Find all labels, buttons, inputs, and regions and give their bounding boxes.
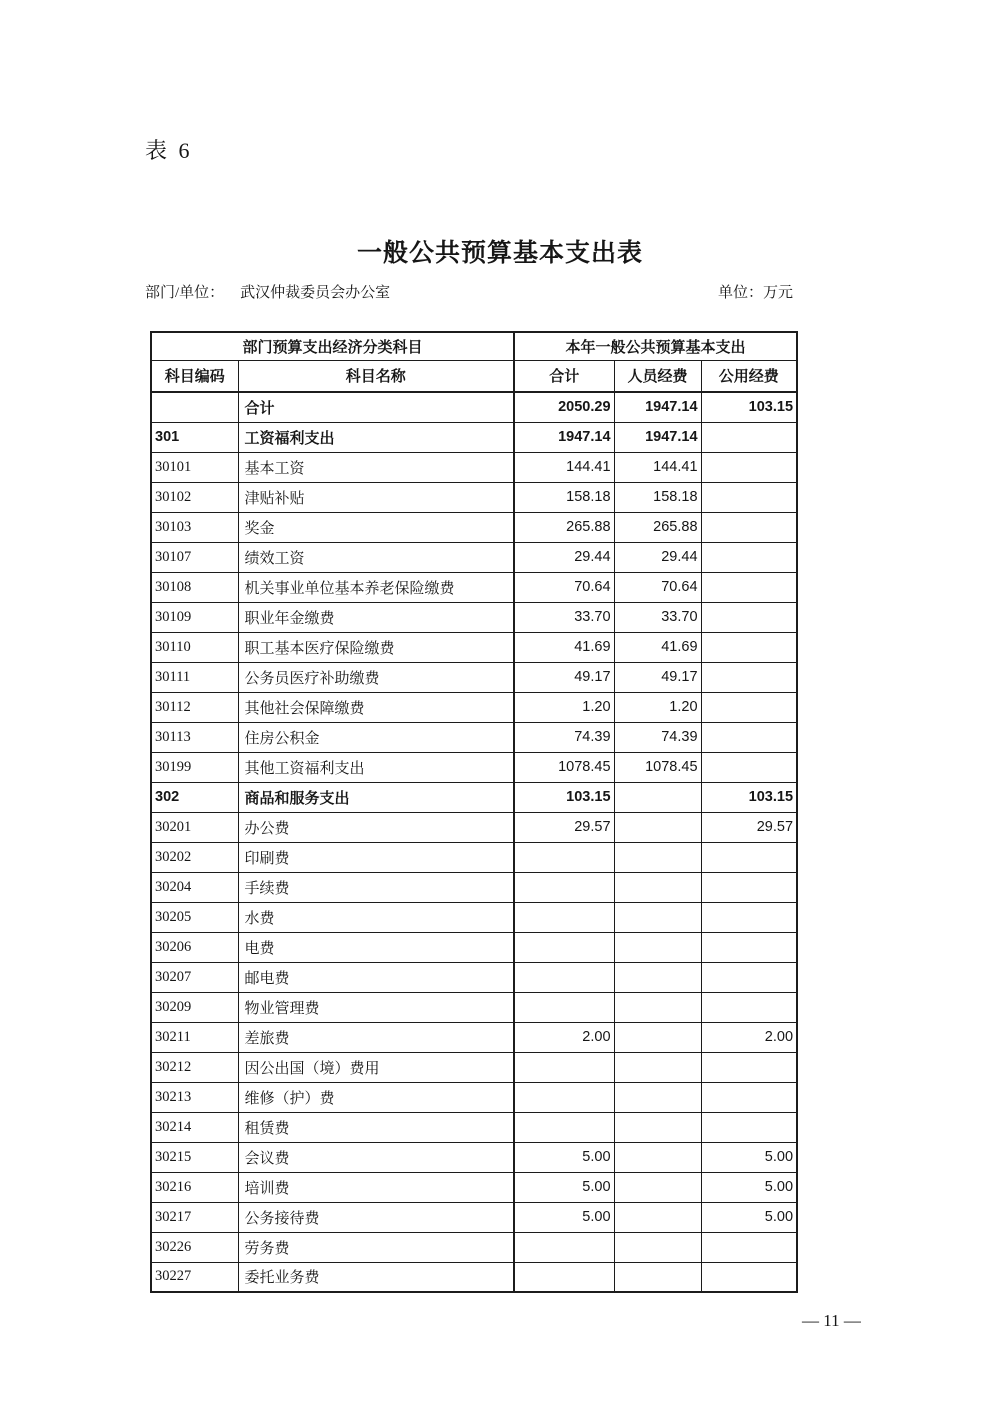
table-row — [151, 1232, 797, 1262]
header-group-subject: 部门预算支出经济分类科目 — [151, 332, 514, 360]
public-funds-value — [701, 842, 797, 872]
personnel-funds-value: 158.18 — [614, 482, 701, 512]
total-value — [514, 1082, 614, 1112]
department-value: 武汉仲裁委员会办公室 — [240, 285, 391, 301]
subject-code: 30204 — [151, 872, 238, 902]
subject-name: 商品和服务支出 — [238, 782, 514, 812]
personnel-funds-value — [614, 1022, 701, 1052]
personnel-funds-value: 265.88 — [614, 512, 701, 542]
subject-name: 办公费 — [238, 812, 514, 842]
table-row — [151, 842, 797, 872]
subject-name: 邮电费 — [238, 962, 514, 992]
personnel-funds-value — [614, 782, 701, 812]
table-row — [151, 1262, 797, 1292]
personnel-funds-value — [614, 1142, 701, 1172]
subject-code — [151, 392, 238, 422]
department-line — [145, 281, 390, 302]
personnel-funds-value: 1.20 — [614, 692, 701, 722]
personnel-funds-value: 41.69 — [614, 632, 701, 662]
subject-name: 职工基本医疗保险缴费 — [238, 632, 514, 662]
table-row — [151, 602, 797, 632]
public-funds-value — [701, 542, 797, 572]
subject-name: 公务员医疗补助缴费 — [238, 662, 514, 692]
personnel-funds-value: 33.70 — [614, 602, 701, 632]
subject-name: 基本工资 — [238, 452, 514, 482]
subject-code: 30227 — [151, 1262, 238, 1292]
personnel-funds-value: 1947.14 — [614, 422, 701, 452]
public-funds-value — [701, 962, 797, 992]
table-row — [151, 1082, 797, 1112]
total-value — [514, 1052, 614, 1082]
table-row — [151, 692, 797, 722]
total-value: 29.44 — [514, 542, 614, 572]
subject-code: 301 — [151, 422, 238, 452]
subject-code: 30212 — [151, 1052, 238, 1082]
subject-code: 30209 — [151, 992, 238, 1022]
subject-code: 30199 — [151, 752, 238, 782]
subject-name: 维修（护）费 — [238, 1082, 514, 1112]
subject-code: 302 — [151, 782, 238, 812]
public-funds-value — [701, 902, 797, 932]
personnel-funds-value — [614, 962, 701, 992]
total-value: 1078.45 — [514, 752, 614, 782]
public-funds-value: 5.00 — [701, 1142, 797, 1172]
header-group-row — [151, 332, 797, 360]
total-value: 103.15 — [514, 782, 614, 812]
table-row — [151, 722, 797, 752]
personnel-funds-value: 1947.14 — [614, 392, 701, 422]
subject-code: 30207 — [151, 962, 238, 992]
subject-code: 30202 — [151, 842, 238, 872]
subject-code: 30226 — [151, 1232, 238, 1262]
subject-code: 30205 — [151, 902, 238, 932]
subject-name: 劳务费 — [238, 1232, 514, 1262]
personnel-funds-value — [614, 992, 701, 1022]
total-value — [514, 902, 614, 932]
total-value: 2050.29 — [514, 392, 614, 422]
personnel-funds-value: 29.44 — [614, 542, 701, 572]
public-funds-value: 29.57 — [701, 812, 797, 842]
public-funds-value — [701, 1052, 797, 1082]
table-row — [151, 1052, 797, 1082]
personnel-funds-value — [614, 1172, 701, 1202]
personnel-funds-value — [614, 902, 701, 932]
public-funds-value — [701, 752, 797, 782]
total-value — [514, 1112, 614, 1142]
department-label: 部门/单位： — [145, 285, 225, 301]
subject-code: 30110 — [151, 632, 238, 662]
public-funds-value — [701, 1262, 797, 1292]
total-value: 70.64 — [514, 572, 614, 602]
subject-code: 30111 — [151, 662, 238, 692]
total-value — [514, 1262, 614, 1292]
table-row — [151, 932, 797, 962]
subject-name: 水费 — [238, 902, 514, 932]
subject-code: 30113 — [151, 722, 238, 752]
public-funds-value — [701, 452, 797, 482]
subject-name: 绩效工资 — [238, 542, 514, 572]
total-value — [514, 962, 614, 992]
subject-name: 其他社会保障缴费 — [238, 692, 514, 722]
total-value — [514, 932, 614, 962]
personnel-funds-value — [614, 812, 701, 842]
subject-name: 津贴补贴 — [238, 482, 514, 512]
table-row — [151, 422, 797, 452]
subject-name: 其他工资福利支出 — [238, 752, 514, 782]
subject-name: 公务接待费 — [238, 1202, 514, 1232]
public-funds-value — [701, 872, 797, 902]
subject-name: 合计 — [238, 392, 514, 422]
subject-code: 30108 — [151, 572, 238, 602]
public-funds-value: 2.00 — [701, 1022, 797, 1052]
subject-name: 差旅费 — [238, 1022, 514, 1052]
total-value: 1.20 — [514, 692, 614, 722]
subject-name: 机关事业单位基本养老保险缴费 — [238, 572, 514, 602]
total-value: 2.00 — [514, 1022, 614, 1052]
table-label: 表 6 — [145, 138, 193, 163]
subject-code: 30103 — [151, 512, 238, 542]
subject-code: 30206 — [151, 932, 238, 962]
total-value — [514, 992, 614, 1022]
table-body — [151, 392, 797, 1292]
total-value: 33.70 — [514, 602, 614, 632]
personnel-funds-value: 49.17 — [614, 662, 701, 692]
total-value: 265.88 — [514, 512, 614, 542]
header-group-budget: 本年一般公共预算基本支出 — [514, 332, 797, 360]
total-value: 41.69 — [514, 632, 614, 662]
personnel-funds-value — [614, 1262, 701, 1292]
public-funds-value — [701, 722, 797, 752]
subject-code: 30102 — [151, 482, 238, 512]
total-value — [514, 842, 614, 872]
subject-code: 30112 — [151, 692, 238, 722]
table-row — [151, 1172, 797, 1202]
subject-code: 30107 — [151, 542, 238, 572]
table-row — [151, 872, 797, 902]
personnel-funds-value — [614, 872, 701, 902]
public-funds-value — [701, 512, 797, 542]
subject-name: 培训费 — [238, 1172, 514, 1202]
public-funds-value: 5.00 — [701, 1202, 797, 1232]
subject-code: 30217 — [151, 1202, 238, 1232]
public-funds-value — [701, 692, 797, 722]
total-value: 158.18 — [514, 482, 614, 512]
public-funds-value — [701, 662, 797, 692]
public-funds-value: 103.15 — [701, 782, 797, 812]
personnel-funds-value — [614, 1112, 701, 1142]
personnel-funds-value: 74.39 — [614, 722, 701, 752]
table-row — [151, 662, 797, 692]
page-number: — 11 — — [802, 1311, 861, 1330]
budget-table — [150, 331, 798, 1293]
public-funds-value — [701, 1082, 797, 1112]
subject-name: 物业管理费 — [238, 992, 514, 1022]
subject-code: 30109 — [151, 602, 238, 632]
subject-name: 住房公积金 — [238, 722, 514, 752]
subject-code: 30211 — [151, 1022, 238, 1052]
table-row — [151, 392, 797, 422]
public-funds-value — [701, 1112, 797, 1142]
col-header-public-funds: 公用经费 — [701, 360, 797, 392]
unit-label: 单位：万元 — [717, 285, 793, 301]
personnel-funds-value — [614, 932, 701, 962]
subject-code: 30215 — [151, 1142, 238, 1172]
col-header-subject-code: 科目编码 — [151, 360, 238, 392]
total-value: 1947.14 — [514, 422, 614, 452]
public-funds-value: 5.00 — [701, 1172, 797, 1202]
personnel-funds-value — [614, 1202, 701, 1232]
table-row — [151, 512, 797, 542]
total-value — [514, 872, 614, 902]
total-value: 49.17 — [514, 662, 614, 692]
subject-code: 30213 — [151, 1082, 238, 1112]
col-header-subject-name: 科目名称 — [238, 360, 514, 392]
column-header-row — [151, 360, 797, 392]
table-row — [151, 542, 797, 572]
table-header — [151, 332, 797, 392]
public-funds-value — [701, 602, 797, 632]
table-row — [151, 902, 797, 932]
subject-name: 因公出国（境）费用 — [238, 1052, 514, 1082]
public-funds-value — [701, 932, 797, 962]
table-row — [151, 812, 797, 842]
personnel-funds-value: 144.41 — [614, 452, 701, 482]
table-row — [151, 1142, 797, 1172]
public-funds-value — [701, 482, 797, 512]
public-funds-value — [701, 632, 797, 662]
subject-code: 30101 — [151, 452, 238, 482]
table-row — [151, 1202, 797, 1232]
personnel-funds-value — [614, 842, 701, 872]
table-row — [151, 752, 797, 782]
subject-name: 奖金 — [238, 512, 514, 542]
table-row — [151, 1112, 797, 1142]
table-row — [151, 452, 797, 482]
col-header-total: 合计 — [514, 360, 614, 392]
table-row — [151, 782, 797, 812]
public-funds-value: 103.15 — [701, 392, 797, 422]
total-value: 144.41 — [514, 452, 614, 482]
public-funds-value — [701, 422, 797, 452]
subject-name: 印刷费 — [238, 842, 514, 872]
table-row — [151, 992, 797, 1022]
personnel-funds-value: 70.64 — [614, 572, 701, 602]
subject-name: 租赁费 — [238, 1112, 514, 1142]
total-value: 5.00 — [514, 1202, 614, 1232]
col-header-personnel-funds: 人员经费 — [614, 360, 701, 392]
table-row — [151, 482, 797, 512]
public-funds-value — [701, 1232, 797, 1262]
page-title: 一般公共预算基本支出表 — [356, 239, 643, 267]
total-value: 29.57 — [514, 812, 614, 842]
table-row — [151, 572, 797, 602]
meta-row — [145, 281, 793, 302]
subject-name: 职业年金缴费 — [238, 602, 514, 632]
subject-code: 30201 — [151, 812, 238, 842]
subject-code: 30214 — [151, 1112, 238, 1142]
subject-code: 30216 — [151, 1172, 238, 1202]
subject-name: 电费 — [238, 932, 514, 962]
subject-name: 会议费 — [238, 1142, 514, 1172]
total-value: 5.00 — [514, 1142, 614, 1172]
personnel-funds-value — [614, 1052, 701, 1082]
public-funds-value — [701, 572, 797, 602]
table-row — [151, 962, 797, 992]
public-funds-value — [701, 992, 797, 1022]
table-row — [151, 632, 797, 662]
personnel-funds-value: 1078.45 — [614, 752, 701, 782]
total-value: 74.39 — [514, 722, 614, 752]
subject-name: 手续费 — [238, 872, 514, 902]
subject-name: 工资福利支出 — [238, 422, 514, 452]
subject-name: 委托业务费 — [238, 1262, 514, 1292]
total-value: 5.00 — [514, 1172, 614, 1202]
total-value — [514, 1232, 614, 1262]
personnel-funds-value — [614, 1232, 701, 1262]
table-row — [151, 1022, 797, 1052]
personnel-funds-value — [614, 1082, 701, 1112]
